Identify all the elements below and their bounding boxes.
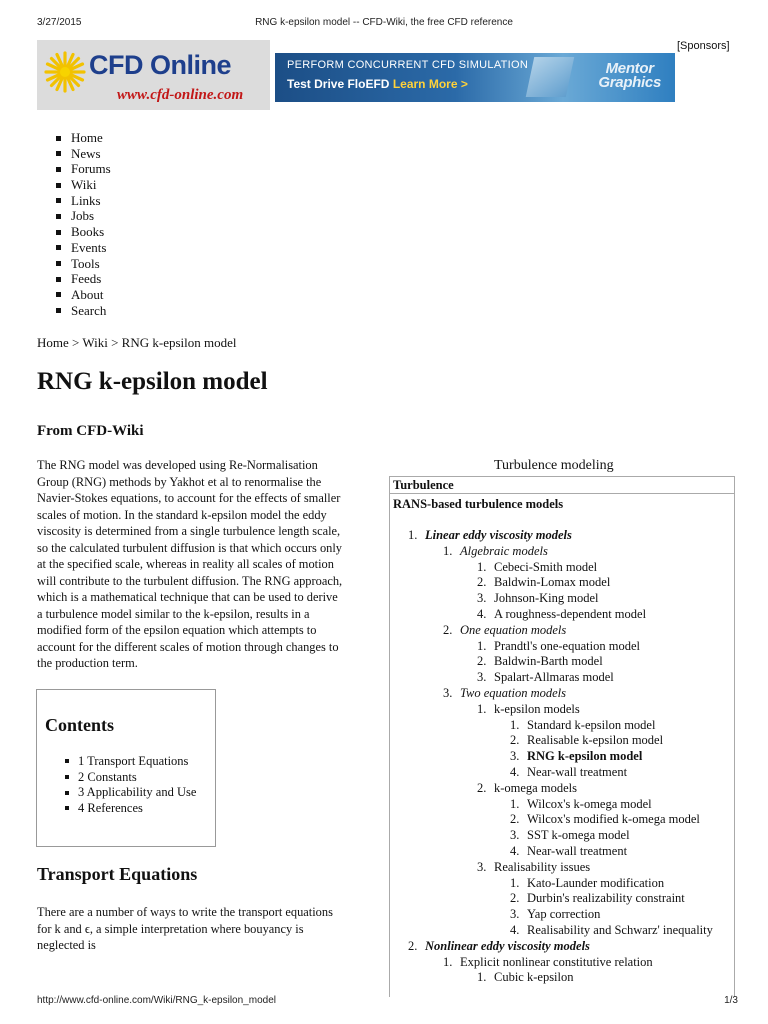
tree-item-number: 2. — [408, 938, 418, 953]
tree-item-number: 3. — [443, 686, 453, 700]
text-line: so the calculated turbulent diffusion is that which occurs only — [37, 540, 342, 555]
tree-item-link[interactable]: Standard k-epsilon model — [527, 717, 656, 732]
tree-item-link[interactable]: Algebraic models — [460, 543, 548, 558]
tree-item-number: 3. — [510, 828, 520, 843]
tree-item-link[interactable]: SST k-omega model — [527, 828, 630, 843]
tree-item-link[interactable]: Near-wall treatment — [527, 844, 628, 858]
section-heading-transport: Transport Equations — [37, 864, 198, 884]
tree-item-number: 3. — [477, 859, 487, 874]
tree-item-link[interactable]: Two equation models — [460, 686, 567, 700]
tree-item-link[interactable]: Cebeci-Smith model — [494, 559, 598, 574]
tree-item-number: 1. — [510, 875, 520, 890]
tree-item-number: 1. — [477, 559, 487, 574]
transport-paragraph — [37, 904, 377, 954]
nav-item-about[interactable]: About — [56, 287, 111, 303]
tree-item-link[interactable]: One equation models — [460, 622, 567, 637]
intro-paragraph — [37, 457, 377, 672]
nav-item-links[interactable]: Links — [56, 193, 111, 209]
contents-item[interactable]: 1 Transport Equations — [65, 754, 196, 770]
text-line: a turbulence model similar to the k-epsilon, results in a — [37, 606, 310, 621]
tree-item-link[interactable]: A roughness-dependent model — [494, 607, 647, 621]
tree-item-link[interactable]: Johnson-King model — [494, 591, 599, 606]
text-line: scales of motion. In the standard k-epsilon model the eddy — [37, 507, 327, 522]
tree-item-link[interactable]: Realisability and Schwarz' inequality — [527, 923, 713, 937]
tree-item-number: 1. — [477, 638, 487, 653]
navbox-subheader: RANS-based turbulence models — [393, 497, 564, 511]
contents-list — [65, 754, 196, 817]
nav-item-jobs[interactable]: Jobs — [56, 208, 111, 224]
banner-learn-more[interactable]: Learn More > — [392, 77, 468, 91]
print-date: 3/27/2015 — [37, 17, 82, 28]
tree-item-number: 1. — [408, 528, 418, 542]
text-line: viscosity is determined from a single turbulence length scale, — [37, 524, 341, 538]
nav-item-home[interactable]: Home — [56, 130, 111, 146]
text-line: Navier-Stokes equations, to account for the effects of smaller — [37, 491, 341, 505]
breadcrumb[interactable]: Home > Wiki > RNG k-epsilon model — [37, 335, 237, 350]
sponsors-link[interactable]: [Sponsors] — [677, 40, 730, 52]
tree-item-link[interactable]: Wilcox's k-omega model — [527, 796, 652, 811]
turbulence-box-title: Turbulence modeling — [494, 458, 614, 473]
tree-item-link[interactable]: Baldwin-Lomax model — [494, 575, 611, 590]
tree-item-link: RNG k-epsilon model — [527, 749, 643, 764]
nav-item-news[interactable]: News — [56, 146, 111, 162]
banner-brand-2: Graphics — [598, 74, 661, 91]
nav-item-wiki[interactable]: Wiki — [56, 177, 111, 193]
tree-item-number: 4. — [510, 765, 520, 779]
tree-item-link[interactable]: Durbin's realizability constraint — [527, 891, 685, 906]
nav-item-search[interactable]: Search — [56, 303, 111, 319]
cfd-online-logo[interactable] — [37, 40, 270, 110]
banner-product: Test Drive FloEFD — [287, 77, 390, 91]
tree-item-number: 4. — [510, 923, 520, 937]
tree-item-link[interactable]: Nonlinear eddy viscosity models — [425, 938, 590, 953]
nav-item-forums[interactable]: Forums — [56, 161, 111, 177]
tree-item-number: 2. — [510, 891, 520, 906]
tree-item-number: 1. — [510, 796, 520, 811]
text-line: will contribute to the turbulent diffusion. The RNG approach, — [37, 573, 343, 588]
tree-item-number: 1. — [510, 717, 520, 732]
tree-item-number: 2. — [510, 812, 520, 827]
print-page-number: 1/3 — [724, 995, 738, 1006]
logo-url: www.cfd-online.com — [117, 87, 244, 103]
tree-item-number: 2. — [477, 780, 487, 795]
text-line: modified form of the epsilon equation which attempts to — [37, 623, 317, 637]
text-line: which is a mathematical technique that can be used to derive — [37, 590, 338, 604]
tree-item-number: 1. — [477, 970, 487, 985]
tree-item-link[interactable]: Cubic k-epsilon — [494, 970, 574, 985]
banner-brand — [598, 62, 661, 90]
tree-item-number: 3. — [510, 907, 520, 922]
sponsor-banner[interactable] — [275, 53, 675, 102]
tree-item-link[interactable]: Near-wall treatment — [527, 765, 628, 779]
table-of-contents — [36, 689, 216, 847]
tree-item-number: 4. — [510, 844, 520, 858]
tree-item-number: 3. — [477, 670, 487, 685]
contents-heading: Contents — [45, 715, 115, 735]
nav-item-feeds[interactable]: Feeds — [56, 271, 111, 287]
turbulence-navbox — [389, 476, 735, 997]
page-title: RNG k-epsilon model — [37, 368, 268, 395]
contents-item[interactable]: 3 Applicability and Use — [65, 785, 196, 801]
nav-item-books[interactable]: Books — [56, 224, 111, 240]
main-nav — [56, 130, 111, 318]
page-subtitle: From CFD-Wiki — [37, 423, 144, 439]
tree-item-link[interactable]: Wilcox's modified k-omega model — [527, 812, 700, 827]
text-line: at the specified scale, whereas in reality all scales of motion — [37, 557, 334, 571]
banner-line1: PERFORM CONCURRENT CFD SIMULATION — [287, 59, 529, 71]
contents-item[interactable]: 2 Constants — [65, 770, 196, 786]
tree-item-link[interactable]: Realisable k-epsilon model — [527, 733, 664, 748]
tree-item-link[interactable]: Prandtl's one-equation model — [494, 638, 640, 653]
tree-item-link[interactable]: Baldwin-Barth model — [494, 654, 603, 669]
sun-icon — [43, 50, 87, 94]
tree-item-number: 2. — [510, 733, 520, 748]
tree-item-number: 3. — [510, 749, 520, 764]
print-url: http://www.cfd-online.com/Wiki/RNG_k-epsilon_model — [37, 995, 276, 1006]
text-line: for k and ϵ, a simple interpretation where bouyancy is — [37, 921, 304, 936]
tree-item-number: 3. — [477, 591, 487, 606]
tree-item-link[interactable]: Kato-Launder modification — [527, 875, 665, 890]
text-line: Group (RNG) methods by Yakhot et al to renormalise the — [37, 474, 322, 489]
text-line: There are a number of ways to write the transport equations — [37, 905, 333, 919]
logo-name: CFD Online — [89, 50, 231, 80]
banner-graphic — [526, 57, 575, 97]
tree-item-link[interactable]: Linear eddy viscosity models — [425, 528, 572, 542]
tree-item-link[interactable]: Yap correction — [527, 907, 601, 922]
banner-brand-1: Mentor — [605, 60, 654, 77]
banner-line2 — [287, 77, 468, 91]
navbox-header[interactable]: Turbulence — [390, 477, 734, 494]
tree-item-link[interactable]: Spalart-Allmaras model — [494, 670, 614, 685]
tree-item-number: 2. — [443, 622, 453, 637]
tree-item-link[interactable]: k-epsilon models — [494, 701, 580, 716]
tree-item-link[interactable]: Realisability issues — [494, 859, 591, 874]
tree-item-number: 2. — [477, 575, 487, 590]
tree-item-number: 1. — [443, 954, 453, 969]
nav-item-events[interactable]: Events — [56, 240, 111, 256]
tree-item-number: 1. — [443, 543, 453, 558]
text-line: the production term. — [37, 656, 138, 670]
text-line: account for the different scales of motion through changes to — [37, 639, 339, 654]
tree-item-number: 2. — [477, 654, 487, 669]
tree-item-number: 1. — [477, 701, 487, 716]
contents-item[interactable]: 4 References — [65, 801, 196, 817]
nav-item-tools[interactable]: Tools — [56, 256, 111, 272]
tree-item-link[interactable]: k-omega models — [494, 780, 577, 795]
text-line: The RNG model was developed using Re-Normalisation — [37, 458, 318, 472]
tree-item-number: 4. — [477, 607, 487, 621]
print-title: RNG k-epsilon model -- CFD-Wiki, the free CFD reference — [255, 17, 513, 28]
text-line: neglected is — [37, 938, 96, 952]
tree-item-link[interactable]: Explicit nonlinear constitutive relation — [460, 954, 653, 969]
